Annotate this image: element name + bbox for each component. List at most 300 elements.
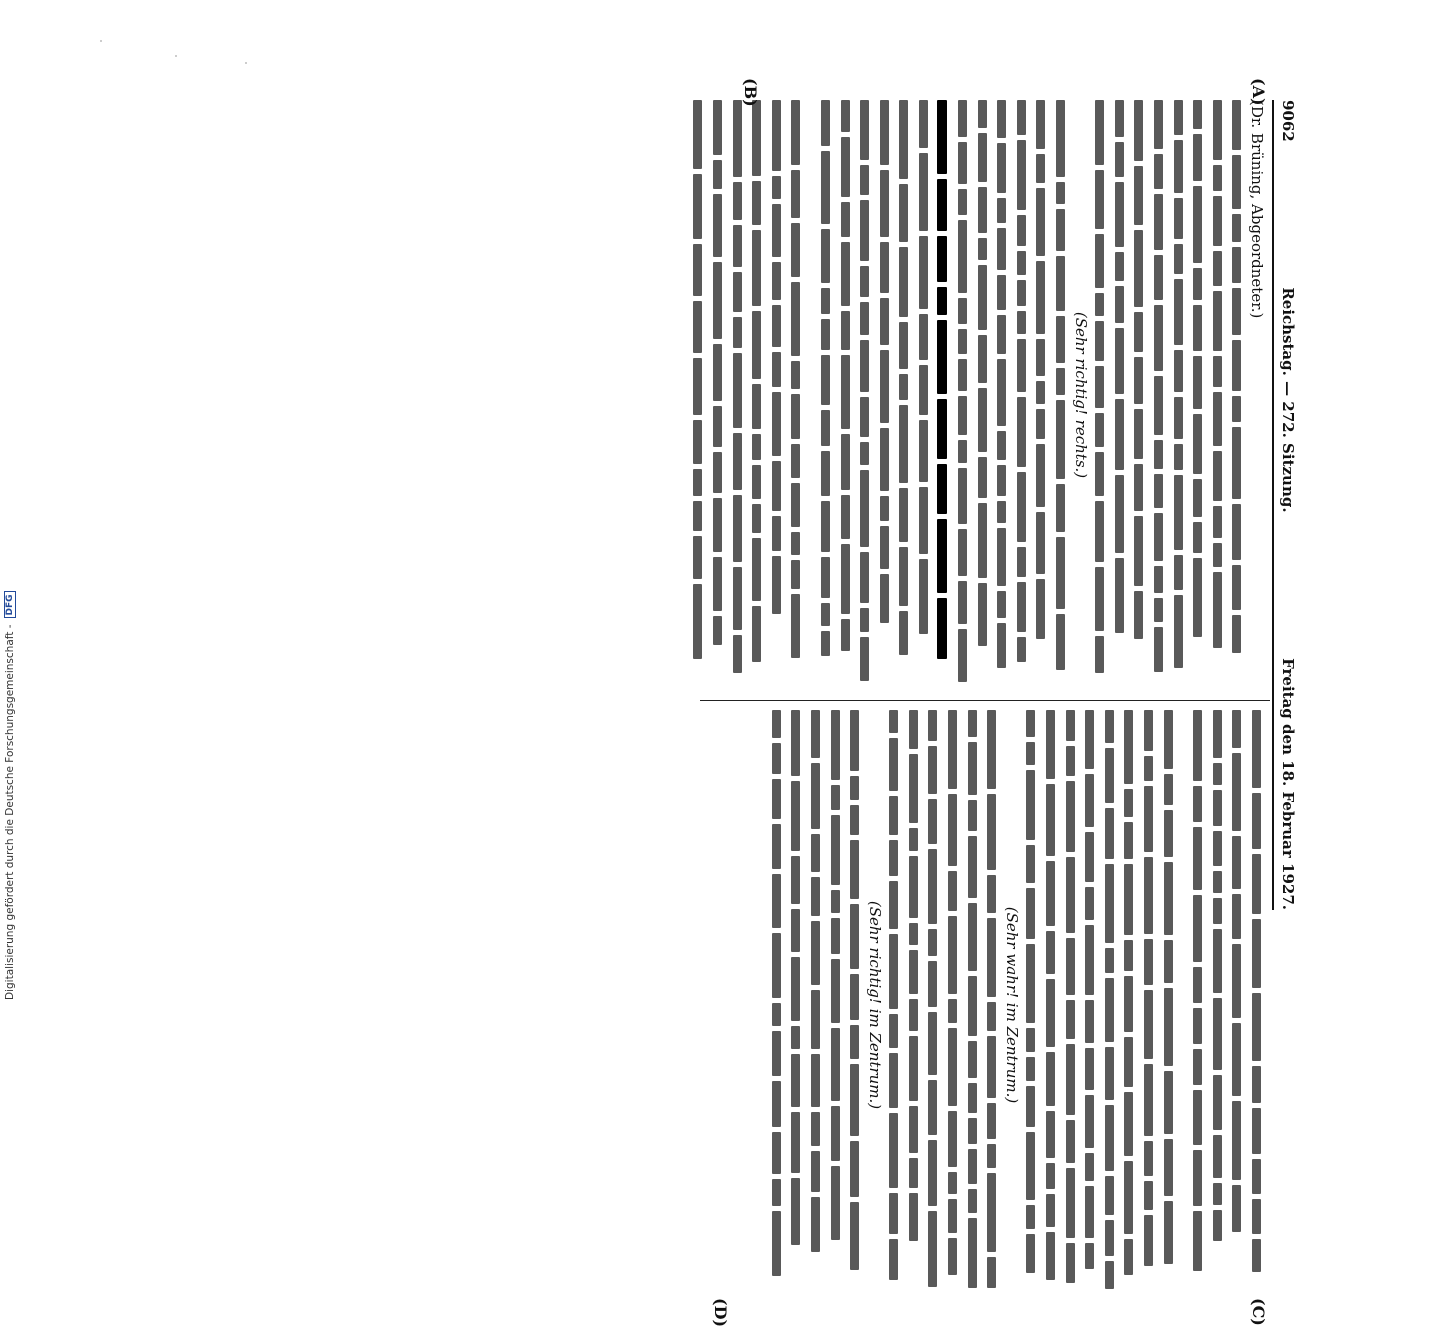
word-glyph: [811, 990, 820, 1049]
word-glyph: [987, 1103, 996, 1139]
word-glyph: [1085, 1048, 1094, 1090]
word-glyph: [1056, 256, 1065, 311]
scan-speck: [245, 62, 247, 64]
word-glyph: [919, 100, 928, 148]
text-line: [1031, 100, 1051, 690]
word-glyph: [1115, 558, 1124, 633]
word-glyph: [1046, 1163, 1055, 1189]
text-line: [786, 710, 806, 1300]
text-line: [962, 710, 982, 1300]
word-glyph: [958, 396, 967, 435]
word-glyph: [821, 410, 830, 446]
word-glyph: [880, 242, 889, 293]
word-glyph: [1036, 339, 1045, 376]
word-glyph: [860, 442, 869, 465]
word-glyph: [1213, 291, 1222, 351]
text-line: [766, 710, 786, 1300]
word-glyph: [880, 170, 889, 237]
word-glyph: [1056, 537, 1065, 609]
word-glyph: [811, 834, 820, 872]
word-glyph: [909, 1036, 918, 1101]
word-glyph: [831, 710, 840, 780]
word-glyph: [1105, 948, 1114, 973]
word-glyph: [1105, 710, 1114, 743]
word-glyph: [909, 828, 918, 851]
word-glyph: [1026, 845, 1035, 883]
word-glyph: [1124, 864, 1133, 935]
text-line: [903, 710, 923, 1300]
word-glyph: [1252, 793, 1261, 849]
word-glyph: [1017, 311, 1026, 334]
column-divider: [700, 700, 1270, 701]
text-line: [1227, 710, 1247, 1300]
word-glyph: [772, 262, 781, 300]
text-line: [1227, 100, 1247, 690]
word-glyph: [909, 1158, 918, 1188]
word-glyph: [1252, 1108, 1261, 1154]
word-glyph: [791, 1054, 800, 1107]
word-glyph: [713, 498, 722, 552]
paragraph-gap: [1178, 710, 1188, 1300]
word-glyph: [978, 100, 987, 128]
word-glyph: [997, 228, 1006, 270]
word-glyph: [1154, 305, 1163, 371]
word-glyph: [909, 923, 918, 945]
word-glyph: [850, 1025, 859, 1059]
footer-text: Digitalisierung gefördert durch die Deutsche Forschungsgemeinschaft -: [4, 624, 16, 1000]
word-glyph: [1095, 293, 1104, 316]
word-glyph: [1026, 1205, 1035, 1229]
word-glyph: [1095, 321, 1104, 361]
word-glyph: [1174, 595, 1183, 668]
word-glyph: [752, 606, 761, 662]
word-glyph: [1154, 440, 1163, 469]
word-glyph: [1134, 230, 1143, 307]
word-glyph: [850, 1141, 859, 1197]
word-glyph: [1213, 251, 1222, 286]
header-rule: [1272, 100, 1274, 910]
page-number: 9062: [1279, 100, 1297, 142]
word-glyph: [1232, 504, 1241, 560]
word-glyph: [831, 1166, 840, 1240]
word-glyph: [899, 374, 908, 400]
word-glyph: [693, 244, 702, 296]
word-glyph: [987, 710, 996, 789]
word-glyph: [841, 100, 850, 132]
word-glyph: [880, 574, 889, 623]
word-glyph: [1193, 967, 1202, 1003]
word-glyph: [929, 849, 938, 924]
word-glyph: [831, 1106, 840, 1161]
word-glyph: [1134, 464, 1143, 511]
word-glyph: [1144, 939, 1153, 985]
word-glyph: [1115, 328, 1124, 394]
word-glyph: [987, 1144, 996, 1168]
word-glyph: [1046, 1232, 1055, 1280]
word-glyph: [1026, 710, 1035, 737]
word-glyph: [987, 1002, 996, 1031]
word-glyph: [1213, 763, 1222, 785]
interjection: (Sehr wahr! im Zentrum.): [1002, 906, 1021, 1104]
word-glyph: [1193, 895, 1202, 962]
word-glyph: [1105, 864, 1114, 943]
word-glyph: [1232, 214, 1241, 242]
word-glyph: [919, 365, 928, 415]
word-glyph: [1154, 513, 1163, 561]
word-glyph: [938, 399, 948, 459]
word-glyph: [841, 355, 850, 429]
word-glyph: [958, 100, 967, 137]
text-line: [943, 710, 963, 1300]
word-glyph: [929, 1211, 938, 1287]
word-glyph: [1134, 357, 1143, 404]
word-glyph: [1115, 475, 1124, 553]
word-glyph: [1036, 381, 1045, 404]
word-glyph: [1046, 784, 1055, 856]
text-line: [825, 710, 845, 1300]
text-line: [933, 100, 953, 690]
word-glyph: [968, 1041, 977, 1078]
word-glyph: [1017, 582, 1026, 632]
word-glyph: [899, 611, 908, 655]
text-line: [1188, 100, 1208, 690]
word-glyph: [1174, 140, 1183, 193]
word-glyph: [968, 976, 977, 1036]
word-glyph: [1026, 944, 1035, 1023]
word-glyph: [860, 165, 869, 195]
text-line: [1080, 710, 1100, 1300]
word-glyph: [850, 1064, 859, 1136]
word-glyph: [1134, 409, 1143, 459]
word-glyph: [733, 495, 742, 562]
word-glyph: [929, 746, 938, 794]
word-glyph: [938, 598, 948, 659]
word-glyph: [831, 785, 840, 810]
word-glyph: [713, 160, 722, 189]
word-glyph: [772, 1081, 781, 1127]
word-glyph: [1046, 710, 1055, 779]
word-glyph: [1085, 1186, 1094, 1238]
word-glyph: [821, 151, 830, 224]
word-glyph: [811, 921, 820, 985]
word-glyph: [1213, 572, 1222, 648]
word-glyph: [880, 428, 889, 491]
word-glyph: [1252, 1159, 1261, 1194]
word-glyph: [791, 710, 800, 776]
word-glyph: [733, 567, 742, 630]
word-glyph: [841, 137, 850, 197]
word-glyph: [1056, 614, 1065, 670]
word-glyph: [889, 1193, 898, 1234]
word-glyph: [938, 519, 948, 593]
word-glyph: [938, 100, 948, 174]
word-glyph: [909, 1193, 918, 1241]
word-glyph: [1154, 566, 1163, 593]
word-glyph: [791, 532, 800, 555]
word-glyph: [997, 143, 1006, 193]
word-glyph: [997, 198, 1006, 223]
word-glyph: [958, 581, 967, 624]
word-glyph: [958, 468, 967, 524]
word-glyph: [1193, 1211, 1202, 1271]
word-glyph: [693, 358, 702, 415]
word-glyph: [1174, 555, 1183, 590]
word-glyph: [919, 487, 928, 554]
word-glyph: [1026, 888, 1035, 939]
word-glyph: [1085, 887, 1094, 920]
word-glyph: [1193, 827, 1202, 890]
word-glyph: [1252, 993, 1261, 1061]
text-line: [815, 100, 835, 690]
word-glyph: [1144, 710, 1153, 751]
text-line: [835, 100, 855, 690]
word-glyph: [693, 584, 702, 659]
word-glyph: [1124, 1161, 1133, 1234]
word-glyph: [1124, 1092, 1133, 1156]
text-line: [1148, 100, 1168, 690]
word-glyph: [1115, 252, 1124, 281]
dfg-logo: DFG: [4, 591, 16, 618]
text-line: [884, 710, 904, 1300]
word-glyph: [1232, 615, 1241, 653]
word-glyph: [929, 710, 938, 741]
word-glyph: [1115, 100, 1124, 137]
word-glyph: [987, 1173, 996, 1252]
word-glyph: [1124, 976, 1133, 1032]
word-glyph: [909, 710, 918, 749]
word-glyph: [1144, 1064, 1153, 1136]
word-glyph: [752, 181, 761, 225]
text-line: [1011, 100, 1031, 690]
word-glyph: [860, 470, 869, 547]
word-glyph: [929, 1140, 938, 1206]
word-glyph: [1232, 944, 1241, 1018]
word-glyph: [948, 1238, 957, 1275]
word-glyph: [1056, 368, 1065, 395]
word-glyph: [1105, 808, 1114, 859]
word-glyph: [693, 469, 702, 496]
word-glyph: [733, 100, 742, 177]
word-glyph: [958, 329, 967, 354]
word-glyph: [1193, 786, 1202, 822]
word-glyph: [938, 464, 948, 514]
word-glyph: [1213, 710, 1222, 758]
header-date: Freitag den 18. Februar 1927.: [1279, 658, 1297, 910]
word-glyph: [1154, 474, 1163, 508]
word-glyph: [1134, 100, 1143, 161]
word-glyph: [860, 340, 869, 392]
text-line: [913, 100, 933, 690]
word-glyph: [772, 933, 781, 998]
word-glyph: [791, 1178, 800, 1245]
word-glyph: [841, 202, 850, 237]
word-glyph: [1193, 1049, 1202, 1085]
text-line: [786, 100, 806, 690]
word-glyph: [968, 1189, 977, 1213]
word-glyph: [1164, 710, 1173, 769]
word-glyph: [1213, 1210, 1222, 1241]
text-line: [766, 100, 786, 690]
word-glyph: [791, 100, 800, 165]
word-glyph: [1213, 831, 1222, 866]
word-glyph: [1164, 1139, 1173, 1196]
word-glyph: [899, 184, 908, 242]
word-glyph: [1134, 591, 1143, 639]
word-glyph: [1124, 822, 1133, 859]
word-glyph: [733, 433, 742, 490]
word-glyph: [899, 405, 908, 483]
word-glyph: [978, 265, 987, 330]
word-glyph: [1017, 251, 1026, 275]
word-glyph: [850, 904, 859, 969]
word-glyph: [1213, 790, 1222, 826]
word-glyph: [1017, 637, 1026, 662]
word-glyph: [1026, 742, 1035, 765]
word-glyph: [1144, 990, 1153, 1059]
word-glyph: [1232, 836, 1241, 889]
word-glyph: [1213, 929, 1222, 993]
word-glyph: [713, 262, 722, 339]
word-glyph: [713, 616, 722, 645]
word-glyph: [1193, 522, 1202, 553]
word-glyph: [958, 529, 967, 576]
word-glyph: [1115, 182, 1124, 247]
word-glyph: [1036, 188, 1045, 256]
word-glyph: [1036, 261, 1045, 334]
word-glyph: [850, 840, 859, 899]
word-glyph: [1232, 565, 1241, 610]
word-glyph: [1193, 356, 1202, 409]
word-glyph: [1252, 854, 1261, 914]
word-glyph: [1036, 512, 1045, 574]
word-glyph: [948, 999, 957, 1023]
word-glyph: [821, 603, 830, 626]
word-glyph: [1154, 194, 1163, 250]
word-glyph: [919, 559, 928, 634]
word-glyph: [938, 179, 948, 231]
word-glyph: [772, 1132, 781, 1174]
word-glyph: [1232, 247, 1241, 283]
word-glyph: [889, 1113, 898, 1188]
word-glyph: [860, 100, 869, 160]
word-glyph: [1066, 938, 1075, 995]
word-glyph: [713, 406, 722, 447]
word-glyph: [1232, 1023, 1241, 1096]
word-glyph: [1193, 100, 1202, 129]
word-glyph: [968, 1118, 977, 1144]
text-line: [1158, 710, 1178, 1300]
word-glyph: [713, 194, 722, 257]
text-line: [1119, 710, 1139, 1300]
word-glyph: [1144, 1181, 1153, 1210]
word-glyph: [880, 350, 889, 423]
word-glyph: [752, 434, 761, 460]
word-glyph: [841, 242, 850, 306]
word-glyph: [987, 1257, 996, 1288]
word-glyph: [968, 800, 977, 831]
word-glyph: [1095, 100, 1104, 165]
word-glyph: [791, 170, 800, 218]
word-glyph: [1046, 931, 1055, 974]
word-glyph: [1017, 100, 1026, 135]
word-glyph: [968, 1149, 977, 1184]
word-glyph: [968, 1083, 977, 1113]
word-glyph: [713, 100, 722, 155]
word-glyph: [938, 287, 948, 315]
word-glyph: [1232, 100, 1241, 150]
word-glyph: [1174, 475, 1183, 550]
word-glyph: [919, 153, 928, 231]
word-glyph: [1085, 1243, 1094, 1269]
word-glyph: [1213, 392, 1222, 446]
right-column: [766, 710, 1266, 1300]
word-glyph: [860, 302, 869, 335]
word-glyph: [1085, 1095, 1094, 1148]
word-glyph: [791, 1112, 800, 1173]
word-glyph: [1115, 399, 1124, 470]
word-glyph: [919, 236, 928, 309]
word-glyph: [1252, 1066, 1261, 1103]
word-glyph: [1144, 1141, 1153, 1176]
word-glyph: [1232, 396, 1241, 422]
word-glyph: [1213, 998, 1222, 1070]
word-glyph: [1213, 196, 1222, 246]
interjection: (Sehr richtig! rechts.): [1071, 311, 1090, 479]
word-glyph: [811, 1151, 820, 1192]
word-glyph: [1026, 1234, 1035, 1273]
word-glyph: [948, 916, 957, 994]
word-glyph: [1213, 871, 1222, 893]
word-glyph: [1213, 1135, 1222, 1178]
word-glyph: [791, 1026, 800, 1049]
word-glyph: [1026, 1057, 1035, 1081]
word-glyph: [997, 100, 1006, 138]
word-glyph: [860, 397, 869, 437]
word-glyph: [713, 344, 722, 401]
word-glyph: [1213, 506, 1222, 538]
word-glyph: [899, 100, 908, 179]
text-line-content: (Dr. Brüning, Abgeordneter.): [1248, 100, 1266, 319]
word-glyph: [1213, 356, 1222, 387]
word-glyph: [1105, 1105, 1114, 1171]
word-glyph: [1105, 1220, 1114, 1256]
word-glyph: [693, 420, 702, 464]
word-glyph: [1154, 376, 1163, 435]
word-glyph: [1252, 1199, 1261, 1234]
word-glyph: [929, 1012, 938, 1075]
word-glyph: [831, 959, 840, 1023]
word-glyph: [791, 394, 800, 439]
word-glyph: [997, 591, 1006, 618]
word-glyph: [860, 608, 869, 632]
word-glyph: [821, 501, 830, 552]
word-glyph: [772, 176, 781, 199]
word-glyph: [938, 236, 948, 282]
word-glyph: [1017, 280, 1026, 306]
word-glyph: [1036, 579, 1045, 639]
word-glyph: [1105, 748, 1114, 803]
word-glyph: [909, 1106, 918, 1153]
word-glyph: [752, 384, 761, 429]
word-glyph: [772, 710, 781, 738]
word-glyph: [821, 451, 830, 496]
word-glyph: [1056, 316, 1065, 363]
word-glyph: [889, 1014, 898, 1048]
word-glyph: [772, 874, 781, 928]
word-glyph: [968, 1218, 977, 1288]
word-glyph: [791, 856, 800, 904]
word-glyph: [1174, 444, 1183, 470]
